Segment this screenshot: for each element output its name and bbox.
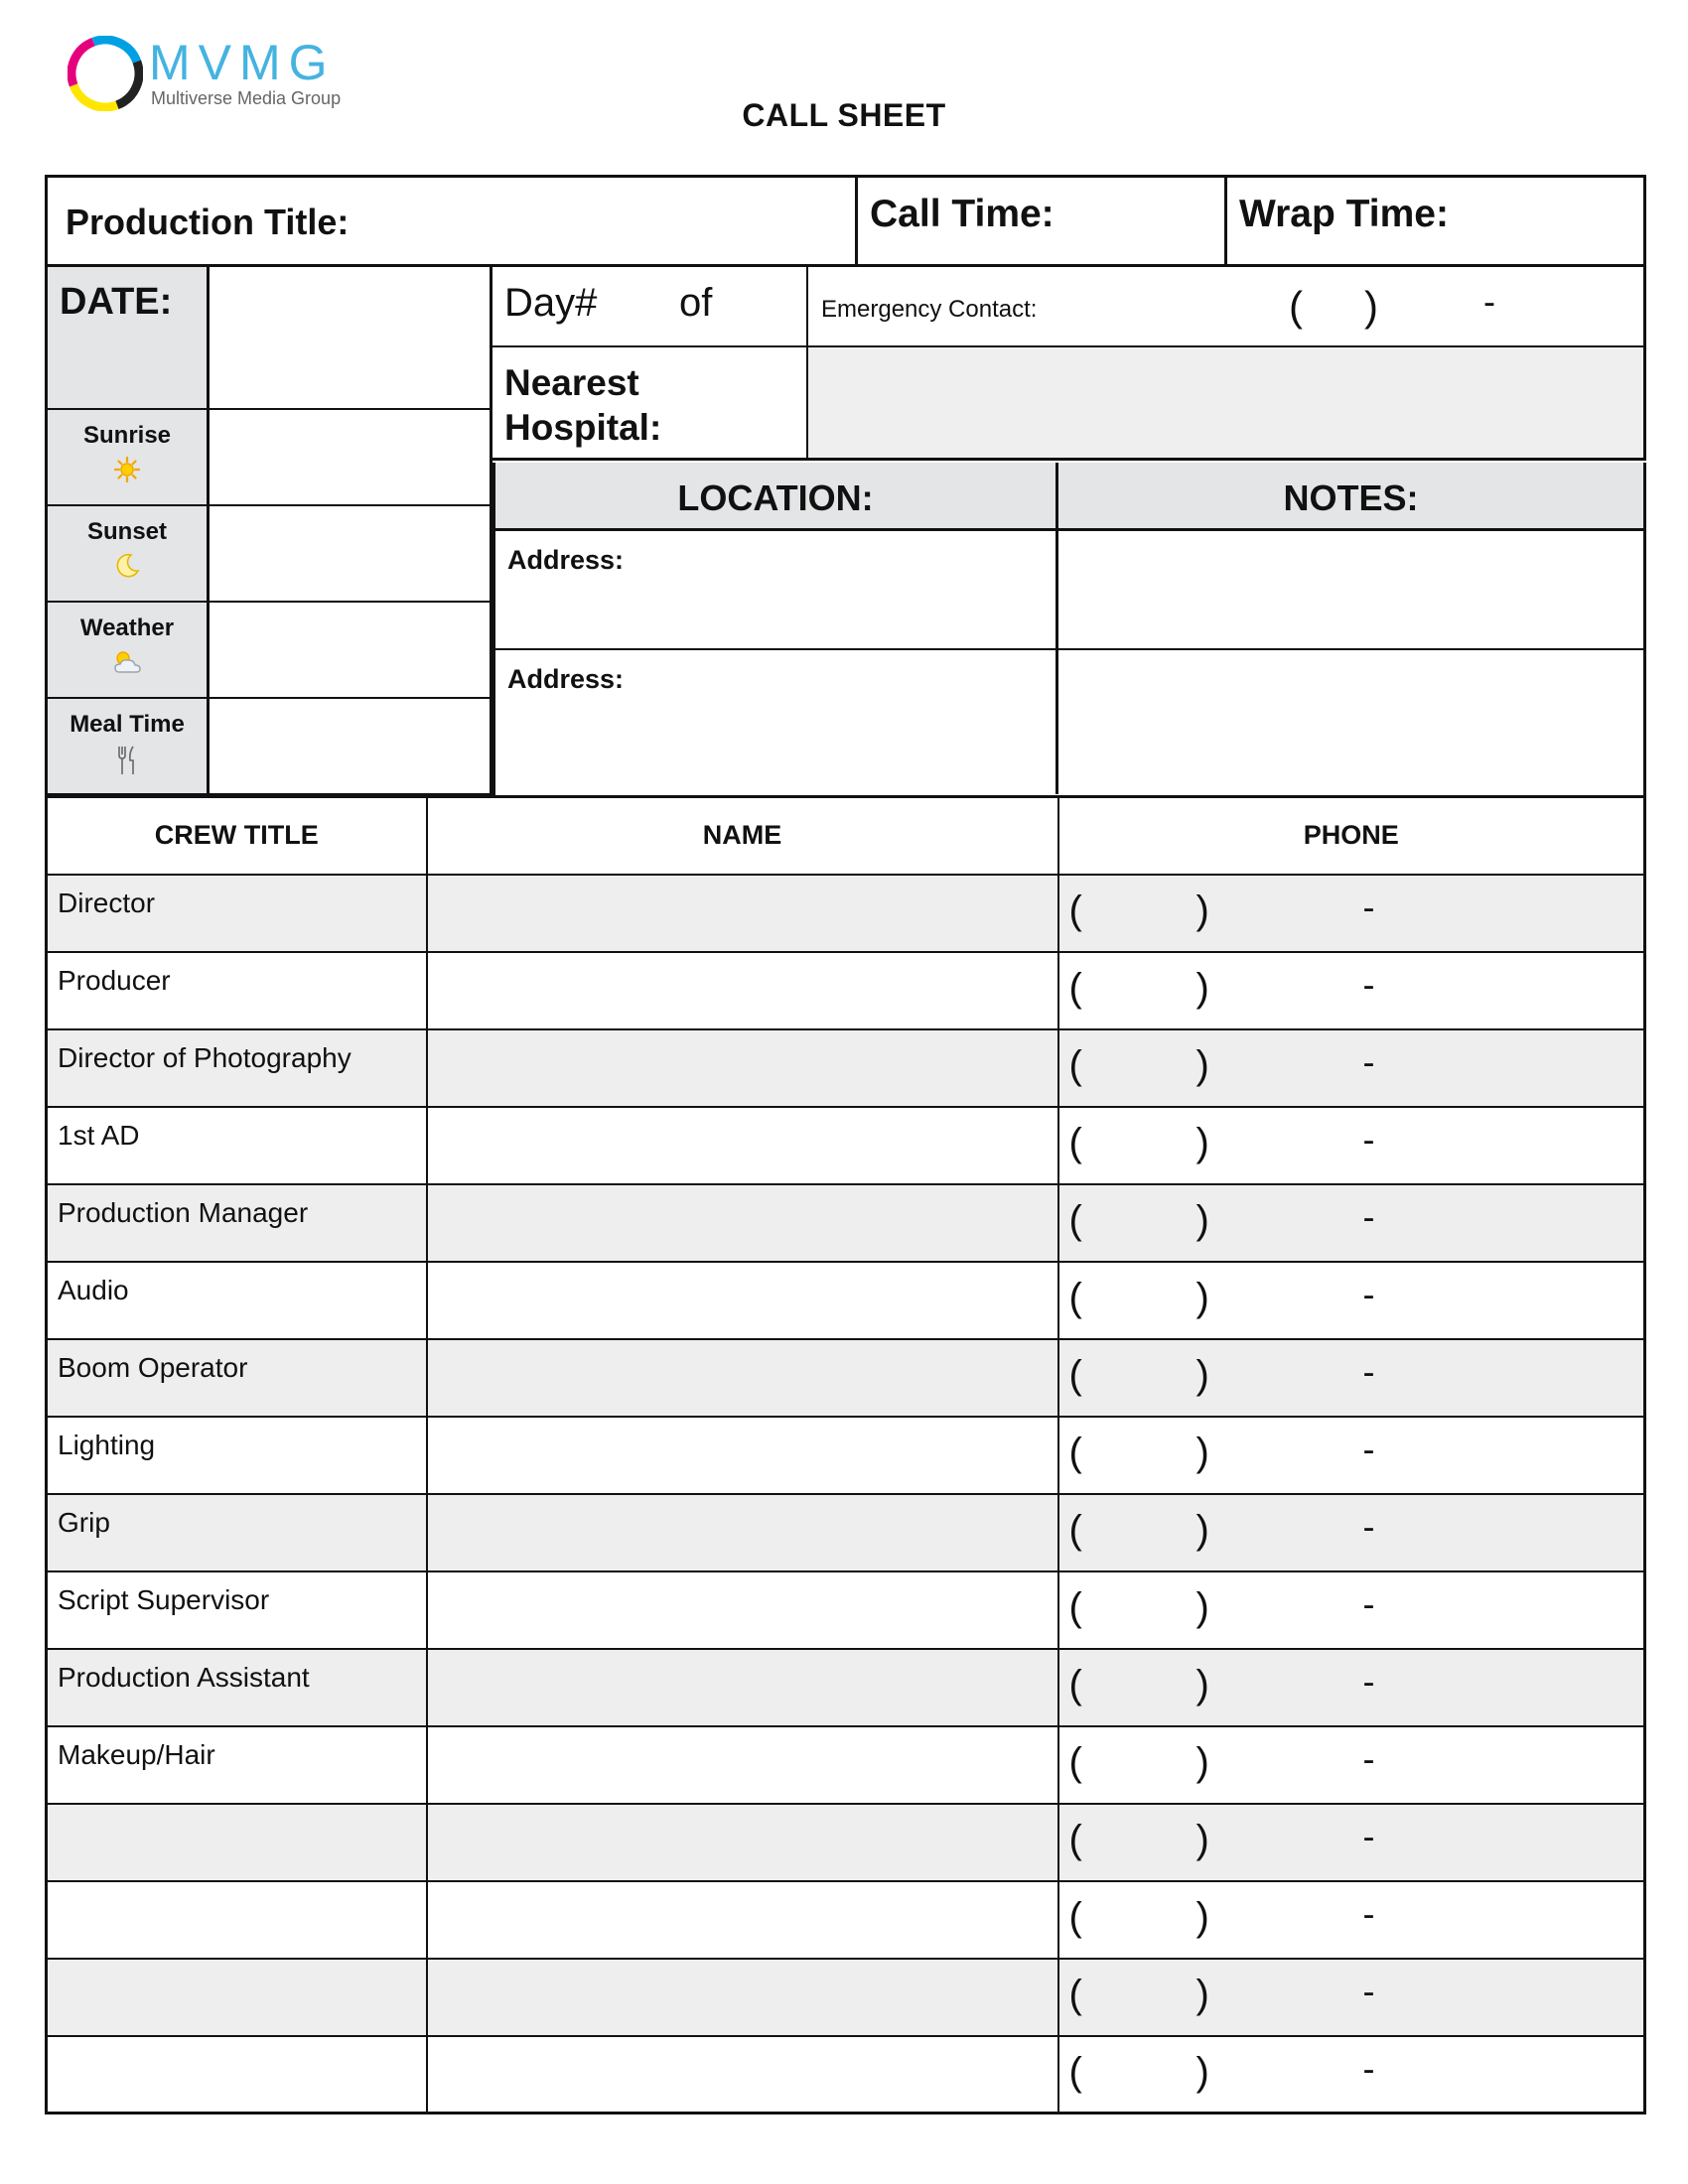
crew-title-cell[interactable]: Makeup/Hair (47, 1726, 427, 1804)
crew-phone-field[interactable] (1058, 1726, 1645, 1804)
crew-phone-field[interactable] (1058, 875, 1645, 952)
table-row (47, 1262, 1645, 1339)
crew-phone-field[interactable] (1058, 1959, 1645, 2036)
phone-open-paren: ( (1068, 1817, 1082, 1861)
emergency-contact-label: Emergency Contact: (821, 296, 1038, 323)
table-row (47, 1649, 1645, 1726)
crew-title-cell[interactable] (47, 1804, 427, 1881)
crew-phone-field[interactable] (1058, 2036, 1645, 2114)
meal-time-label: Meal Time (70, 711, 185, 738)
crew-phone-field[interactable] (1058, 1881, 1645, 1959)
table-row (47, 1184, 1645, 1262)
call-time-field[interactable] (858, 178, 1227, 264)
phone-dash: - (1362, 1970, 1375, 2011)
phone-open-paren: ( (1068, 965, 1082, 1010)
crew-phone-field[interactable] (1058, 1417, 1645, 1494)
crew-phone-field[interactable] (1058, 1339, 1645, 1417)
phone-open-paren: ( (1068, 1275, 1082, 1319)
table-row (47, 952, 1645, 1029)
phone-close-paren: ) (1196, 1352, 1209, 1397)
phone-close-paren: ) (1196, 1042, 1209, 1087)
crew-name-field[interactable] (427, 1959, 1058, 2036)
phone-open-paren: ( (1068, 887, 1082, 932)
location-header: LOCATION: (495, 463, 1058, 528)
crew-title-cell[interactable]: Production Assistant (47, 1649, 427, 1726)
crew-name-field[interactable] (427, 1184, 1058, 1262)
phone-close-paren: ) (1196, 1197, 1209, 1242)
phone-open-paren: ( (1068, 1507, 1082, 1552)
wrap-time-field[interactable] (1227, 178, 1643, 264)
sunrise-label-cell (48, 410, 210, 504)
meal-time-field[interactable] (210, 699, 490, 793)
crew-name-field[interactable] (427, 1494, 1058, 1571)
phone-close-paren: ) (1196, 1584, 1209, 1629)
phone-open-paren: ( (1068, 1197, 1082, 1242)
phone-dash: - (1362, 1660, 1375, 1702)
crew-name-field[interactable] (427, 1107, 1058, 1184)
table-row (47, 2036, 1645, 2114)
crew-name-field[interactable] (427, 1417, 1058, 1494)
sunrise-label: Sunrise (82, 422, 172, 449)
crew-name-field[interactable] (427, 1726, 1058, 1804)
crew-name-field[interactable] (427, 1029, 1058, 1107)
call-time-label: Call Time: (870, 193, 1055, 235)
phone-close-paren: ) (1196, 965, 1209, 1010)
table-row (47, 1417, 1645, 1494)
emergency-contact-field[interactable] (808, 267, 1643, 345)
phone-close-paren: ) (1196, 1430, 1209, 1474)
crew-name-field[interactable] (427, 875, 1058, 952)
table-row (47, 1339, 1645, 1417)
address-field-2[interactable] (495, 650, 1058, 794)
crew-phone-field[interactable] (1058, 1184, 1645, 1262)
date-row (48, 267, 490, 408)
crew-title-cell[interactable] (47, 1881, 427, 1959)
crew-table-body (47, 875, 1645, 2114)
phone-close-paren: ) (1196, 1739, 1209, 1784)
crew-name-field[interactable] (427, 1262, 1058, 1339)
table-row (47, 1726, 1645, 1804)
phone-open-paren: ( (1068, 1739, 1082, 1784)
phone-dash: - (1362, 886, 1375, 927)
phone-close-paren: ) (1196, 1662, 1209, 1706)
document-title (0, 97, 1688, 134)
weather-label: Weather (79, 614, 175, 641)
meal-time-row (48, 697, 490, 793)
of-label: of (679, 281, 713, 325)
crew-name-field[interactable] (427, 2036, 1058, 2114)
crew-title-cell[interactable]: Director of Photography (47, 1029, 427, 1107)
crew-title-cell[interactable]: Grip (47, 1494, 427, 1571)
nearest-hospital-field[interactable] (808, 347, 1643, 458)
crew-table-header (47, 797, 1645, 875)
logo-subtext: Multiverse Media Group (151, 88, 342, 108)
phone-open-paren: ( (1068, 1120, 1082, 1164)
crew-title-cell[interactable]: Production Manager (47, 1184, 427, 1262)
sunrise-field[interactable] (210, 410, 490, 504)
phone-close-paren: ) (1364, 283, 1378, 330)
notes-field-1[interactable] (1058, 531, 1643, 648)
production-title-field[interactable] (48, 178, 858, 264)
weather-row (48, 601, 490, 697)
phone-dash: - (1362, 1505, 1375, 1547)
nearest-hospital-label-line2: Hospital: (504, 407, 662, 448)
table-row (47, 1029, 1645, 1107)
phone-open-paren: ( (1068, 2049, 1082, 2094)
table-row (47, 1107, 1645, 1184)
day-label: Day# (504, 281, 598, 325)
phone-open-paren: ( (1068, 1972, 1082, 2016)
phone-close-paren: ) (1196, 1894, 1209, 1939)
crew-name-field[interactable] (427, 1649, 1058, 1726)
phone-open-paren: ( (1289, 283, 1303, 330)
fork-knife-icon (115, 745, 139, 776)
weather-label-cell (48, 603, 210, 697)
phone-open-paren: ( (1068, 1894, 1082, 1939)
phone-dash: - (1362, 1582, 1375, 1624)
crew-phone-field[interactable] (1058, 1107, 1645, 1184)
crew-title-cell[interactable]: Boom Operator (47, 1339, 427, 1417)
phone-dash: - (1362, 963, 1375, 1005)
phone-close-paren: ) (1196, 1972, 1209, 2016)
table-row (47, 1571, 1645, 1649)
crew-table (45, 795, 1646, 2115)
phone-dash: - (1362, 1737, 1375, 1779)
phone-dash: - (1362, 2047, 1375, 2089)
location-notes-block (492, 463, 1646, 797)
crew-phone-field[interactable] (1058, 1804, 1645, 1881)
phone-dash: - (1362, 1273, 1375, 1314)
address-label-1: Address: (507, 545, 625, 575)
address-field-1[interactable] (495, 531, 1058, 648)
phone-close-paren: ) (1196, 2049, 1209, 2094)
phone-open-paren: ( (1068, 1430, 1082, 1474)
nearest-hospital-label (492, 347, 808, 458)
phone-dash: - (1362, 1040, 1375, 1082)
crew-phone-field[interactable] (1058, 1571, 1645, 1649)
crew-title-cell[interactable] (47, 1959, 427, 2036)
partly-cloudy-icon (111, 648, 143, 676)
crew-name-field[interactable] (427, 952, 1058, 1029)
crew-phone-field[interactable] (1058, 1649, 1645, 1726)
table-row (47, 1804, 1645, 1881)
crew-title-cell[interactable]: Producer (47, 952, 427, 1029)
sunrise-row (48, 408, 490, 504)
table-row (47, 1881, 1645, 1959)
phone-close-paren: ) (1196, 1817, 1209, 1861)
sun-icon (113, 456, 141, 483)
sunset-row (48, 504, 490, 601)
crew-title-cell[interactable] (47, 2036, 427, 2114)
crew-title-cell[interactable]: Lighting (47, 1417, 427, 1494)
date-field[interactable] (210, 267, 490, 408)
phone-close-paren: ) (1196, 1507, 1209, 1552)
phone-open-paren: ( (1068, 1352, 1082, 1397)
phone-dash: - (1362, 1118, 1375, 1160)
sunset-field[interactable] (210, 506, 490, 601)
phone-dash: - (1362, 1350, 1375, 1392)
meal-time-label-cell (48, 699, 210, 793)
phone-close-paren: ) (1196, 887, 1209, 932)
phone-dash: - (1362, 1815, 1375, 1856)
phone-dash: - (1362, 1195, 1375, 1237)
crew-title-cell[interactable]: Script Supervisor (47, 1571, 427, 1649)
phone-dash: - (1362, 1892, 1375, 1934)
header-row (45, 175, 1646, 267)
phone-header: PHONE (1058, 797, 1645, 875)
logo-wordmark: MVMG (149, 35, 336, 90)
production-title-label: Production Title: (66, 202, 350, 242)
crew-title-cell[interactable]: Audio (47, 1262, 427, 1339)
phone-close-paren: ) (1196, 1120, 1209, 1164)
crew-name-field[interactable] (427, 1804, 1058, 1881)
sunset-label: Sunset (86, 518, 167, 545)
crew-phone-field[interactable] (1058, 1262, 1645, 1339)
phone-open-paren: ( (1068, 1662, 1082, 1706)
crew-title-cell[interactable]: 1st AD (47, 1107, 427, 1184)
crew-name-field[interactable] (427, 1571, 1058, 1649)
crew-title-cell[interactable]: Director (47, 875, 427, 952)
wrap-time-label: Wrap Time: (1239, 193, 1449, 235)
name-header: NAME (427, 797, 1058, 875)
date-block (45, 267, 492, 796)
phone-open-paren: ( (1068, 1584, 1082, 1629)
table-row (47, 1959, 1645, 2036)
crew-name-field[interactable] (427, 1881, 1058, 1959)
day-info-block (492, 267, 1646, 461)
address-label-2: Address: (507, 664, 625, 694)
table-row (47, 875, 1645, 952)
sunset-label-cell (48, 506, 210, 601)
phone-close-paren: ) (1196, 1275, 1209, 1319)
weather-field[interactable] (210, 603, 490, 697)
crew-phone-field[interactable] (1058, 952, 1645, 1029)
phone-dash: - (1483, 281, 1495, 322)
nearest-hospital-label-line1: Nearest (504, 362, 639, 403)
document-title-text: CALL SHEET (742, 97, 946, 133)
date-label: DATE: (48, 267, 210, 408)
crew-title-header: CREW TITLE (47, 797, 427, 875)
day-number-field[interactable] (492, 267, 808, 345)
phone-dash: - (1362, 1428, 1375, 1469)
moon-icon (113, 552, 141, 580)
crew-name-field[interactable] (427, 1339, 1058, 1417)
notes-header: NOTES: (1283, 478, 1419, 518)
crew-phone-field[interactable] (1058, 1029, 1645, 1107)
notes-field-2[interactable] (1058, 650, 1643, 794)
phone-open-paren: ( (1068, 1042, 1082, 1087)
table-row (47, 1494, 1645, 1571)
crew-phone-field[interactable] (1058, 1494, 1645, 1571)
